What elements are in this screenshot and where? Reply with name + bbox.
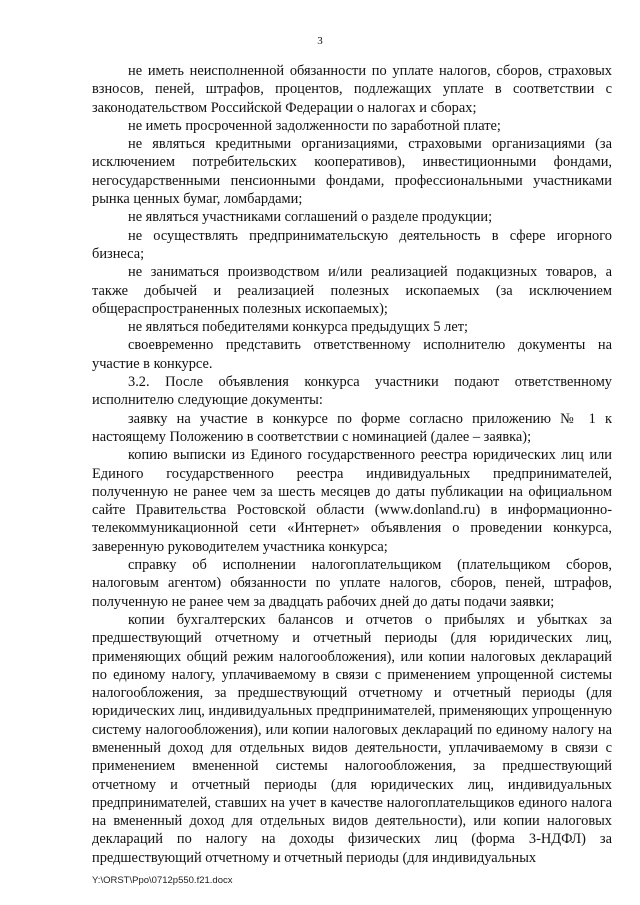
document-body <box>92 62 612 867</box>
paragraph: не являться кредитными организациями, страховыми организациями (за исключением потребительских кооперативов), инвестиционными фондами, негосударственными пенсионными фондами, профессиональными участниками рынка ценных бумаг, ломбардами; <box>92 136 612 208</box>
paragraph: не являться победителями конкурса предыдущих 5 лет; <box>128 319 469 336</box>
paragraph: копии бухгалтерских балансов и отчетов о прибылях и убытках за предшествующий отчетному и отчетный периоды (для юридических лиц, применяющих общий режим налогообложения), или копии налоговых деклараций по единому налогу, уплачиваемому в связи с применением упрощенной системы налогообложения, за предшествующий отчетному и отчетный периоды (для юридических лиц, индивидуальных предпринимателей, применяющих упрощенную систему налогообложения), или копии налоговых деклараций по единому налогу на вмененный доход для отдельных видов деятельности, уплачиваемому в связи с применением вмененной системы налогообложения, за предшествующий отчетному и отчетный периоды (для юридических лиц, индивидуальных предпринимателей, ставших на учет в качестве налогоплательщиков единого налога на вмененный доход для отдельных видов деятельности), или копии налоговых деклараций по налогу на доходы физических лиц (форма 3-НДФЛ) за предшествующий отчетному и отчетный периоды (для индивидуальных <box>92 611 612 866</box>
paragraph: копию выписки из Единого государственного реестра юридических лиц или Единого государственного реестра индивидуальных предпринимателей, полученную не ранее чем за шесть месяцев до даты публикации на официальном сайте Правительства Ростовской области (www.donland.ru) в информационно-телекоммуникационной сети «Интернет» объявления о проведении конкурса, заверенную руководителем участника конкурса; <box>92 447 612 555</box>
section-heading-paragraph: 3.2. После объявления конкурса участники подают ответственному исполнителю следующие документы: <box>92 374 612 409</box>
paragraph: не заниматься производством и/или реализацией подакцизных товаров, а также добычей и реализацией полезных ископаемых (за исключением общераспространенных полезных ископаемых); <box>92 264 612 317</box>
paragraph: не осуществлять предпринимательскую деятельность в сфере игорного бизнеса; <box>92 227 612 262</box>
paragraph: справку об исполнении налогоплательщиком (плательщиком сборов, налоговым агентом) обязанности по уплате налогов, сборов, пеней, штрафов, полученную не ранее чем за двадцать рабочих дней до даты подачи заявки; <box>92 557 612 610</box>
page-number: 3 <box>317 35 323 47</box>
footer-file-path: Y:\ORST\Ppo\0712p550.f21.docx <box>92 875 233 886</box>
paragraph: не являться участниками соглашений о разделе продукции; <box>128 209 493 226</box>
paragraph: не иметь просроченной задолженности по заработной плате; <box>128 117 501 134</box>
paragraph: своевременно представить ответственному исполнителю документы на участие в конкурсе. <box>92 337 612 372</box>
paragraph: не иметь неисполненной обязанности по уплате налогов, сборов, страховых взносов, пеней, штрафов, процентов, подлежащих уплате в соответствии с законодательством Российской Федерации о налогах и сборах; <box>92 63 612 116</box>
paragraph: заявку на участие в конкурсе по форме согласно приложению № 1 к настоящему Положению в соответствии с номинацией (далее – заявка); <box>92 410 612 445</box>
